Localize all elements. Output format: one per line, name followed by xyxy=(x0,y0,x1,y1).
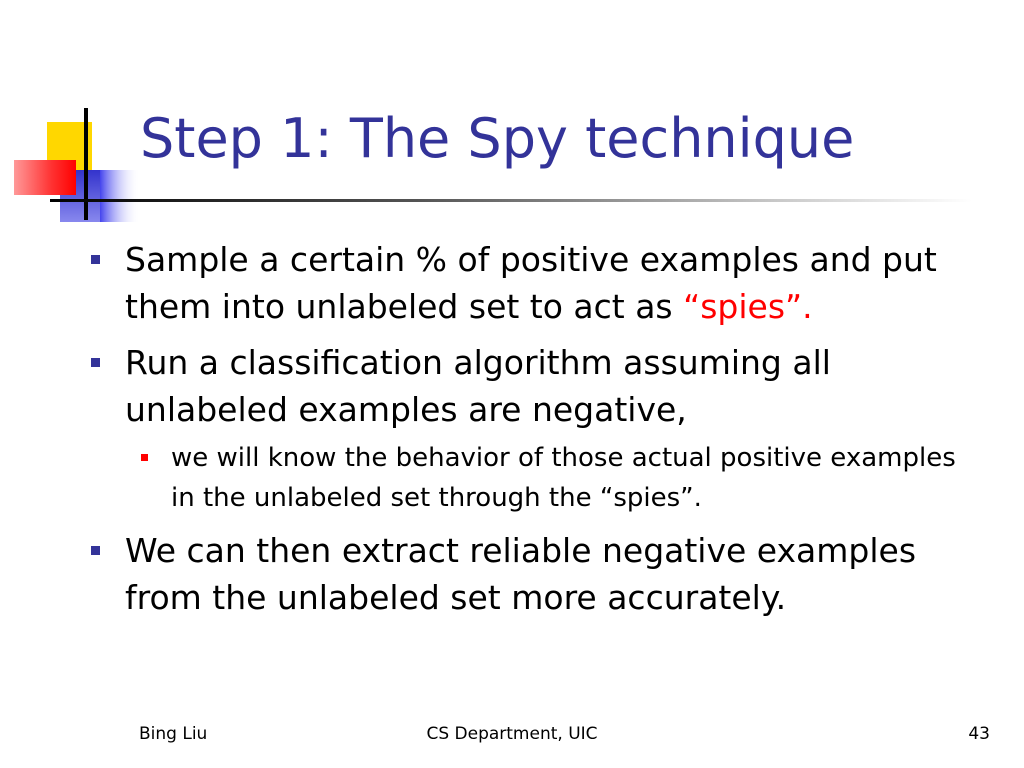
subbullet-item xyxy=(0,438,1000,518)
page-number: 43 xyxy=(968,724,990,744)
subbullet-list xyxy=(125,438,1000,518)
subbullet-text: we will know the behavior of those actual positive examples in the unlabeled set through the “spies”. xyxy=(171,443,956,513)
square-bullet-icon xyxy=(91,255,100,264)
bullet-item xyxy=(0,339,1024,518)
square-bullet-icon xyxy=(91,546,100,555)
bullet-text: Sample a certain % of positive examples and put them into unlabeled set to act as xyxy=(125,240,937,326)
bullet-item xyxy=(0,236,1024,330)
bullet-highlight: “spies”. xyxy=(683,287,813,326)
bullet-text: We can then extract reliable negative examples from the unlabeled set more accurately. xyxy=(125,531,917,617)
small-square-bullet-icon xyxy=(141,454,148,461)
square-bullet-icon xyxy=(91,358,100,367)
bullet-text: Run a classification algorithm assuming all unlabeled examples are negative, xyxy=(125,343,831,429)
slide-logo xyxy=(0,0,160,240)
slide-title: Step 1: The Spy technique xyxy=(140,107,855,170)
title-divider xyxy=(52,199,972,202)
bullet-item xyxy=(0,527,1024,621)
bullet-list xyxy=(0,236,1024,630)
footer-department: CS Department, UIC xyxy=(426,724,598,744)
decorative-squares-icon xyxy=(0,0,160,240)
footer-author: Bing Liu xyxy=(139,724,208,744)
